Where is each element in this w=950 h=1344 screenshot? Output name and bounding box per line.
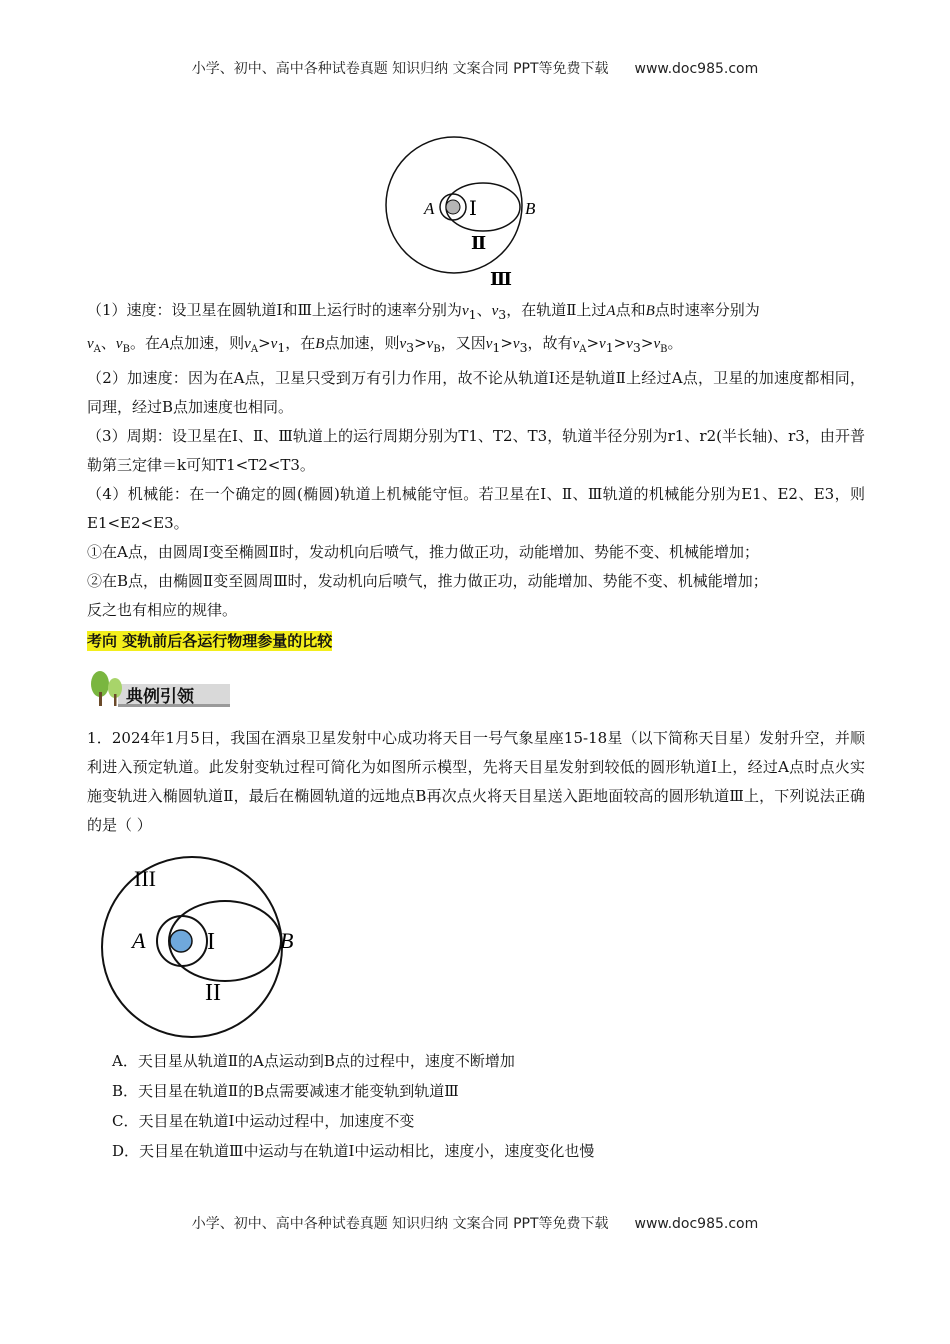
section-heading: 考向 变轨前后各运行物理参量的比较 <box>87 632 333 650</box>
explanation-5: ①在A点，由圆周Ⅰ变至椭圆Ⅱ时，发动机向后喷气，推力做正功，动能增加、势能不变、机械能增加； <box>87 543 759 561</box>
label-B: B <box>280 928 294 953</box>
question-1 <box>87 724 865 840</box>
question-number: 1． <box>87 729 112 747</box>
label-I: I <box>207 929 215 955</box>
label-III: Ⅲ <box>490 269 512 287</box>
orbit-III-circle <box>102 857 282 1037</box>
explanation-7: 反之也有相应的规律。 <box>87 601 238 619</box>
label-II: II <box>205 980 221 1006</box>
label-II: Ⅱ <box>471 233 487 254</box>
label-I: Ⅰ <box>469 196 477 220</box>
section-heading-row <box>87 627 865 656</box>
example-label-bar <box>86 670 236 710</box>
example-label: 典例引领 <box>126 687 194 707</box>
explanation-4: （4）机械能：在一个确定的圆(椭圆)轨道上机械能守恒。若卫星在Ⅰ、Ⅱ、Ⅲ轨道的机械能分别为E1、E2、E3，则E1<E2<E3。 <box>87 485 865 532</box>
earth-icon <box>446 200 460 214</box>
header-text: 小学、初中、高中各种试卷真题 知识归纳 文案合同 PPT等免费下载 <box>191 61 609 77</box>
option-b[interactable]: B．天目星在轨道Ⅱ的B点需要减速才能变轨到轨道Ⅲ <box>112 1082 459 1100</box>
explanation-3: （3）周期：设卫星在Ⅰ、Ⅱ、Ⅲ轨道上的运行周期分别为T1、T2、T3，轨道半径分别为r1、r2(半长轴)、r3，由开普勒第三定律＝k可知T1<T2<T3。 <box>87 427 865 474</box>
header-url[interactable]: www.doc985.com <box>634 61 759 77</box>
footer-url[interactable]: www.doc985.com <box>634 1216 759 1232</box>
orbit-diagram-top <box>380 135 540 287</box>
explanation-1: （1）速度：设卫星在圆轨道Ⅰ和Ⅲ上运行时的速率分别为$v_1$、$v_3$，在轨道Ⅱ上过A点和B点时速率分别为 $v_A$、$v_B$。在A点加速，则$v_A>v_1$，在B点加速，则$v_3>v_B$，又因$v_1>v_3$，故有$v_A>v_1>v_3>v_B$。 <box>87 301 760 355</box>
explanation-2: （2）加速度：因为在A点，卫星只受到万有引力作用，故不论从轨道Ⅰ还是轨道Ⅱ上经过A点，卫星的加速度都相同，同理，经过B点加速度也相同。 <box>87 369 865 416</box>
page-header <box>0 58 950 78</box>
option-c[interactable]: C．天目星在轨道Ⅰ中运动过程中，加速度不变 <box>112 1112 415 1130</box>
earth-icon <box>170 930 192 952</box>
label-B: B <box>525 199 536 218</box>
label-A: A <box>132 928 146 953</box>
page-footer <box>0 1213 950 1233</box>
footer-text: 小学、初中、高中各种试卷真题 知识归纳 文案合同 PPT等免费下载 <box>191 1216 609 1232</box>
label-III: III <box>134 866 156 891</box>
explanations <box>87 296 865 656</box>
orbit-diagram-question <box>84 855 304 1045</box>
question-text: 2024年1月5日，我国在酒泉卫星发射中心成功将天目一号气象星座15-18星（以下简称天目星）发射升空，并顺利进入预定轨道。此发射变轨过程可简化为如图所示模型，先将天目星发射到较低的圆形轨道Ⅰ上，经过A点时点火实施变轨进入椭圆轨道Ⅱ，最后在椭圆轨道的远地点B再次点火将天目星送入距地面较高的圆形轨道Ⅲ上，下列说法正确的是（ ） <box>87 729 865 834</box>
answer-options <box>112 1046 594 1166</box>
option-d[interactable]: D．天目星在轨道Ⅲ中运动与在轨道Ⅰ中运动相比，速度小，速度变化也慢 <box>112 1142 595 1160</box>
explanation-6: ②在B点，由椭圆Ⅱ变至圆周Ⅲ时，发动机向后喷气，推力做正功，动能增加、势能不变、机械能增加； <box>87 572 768 590</box>
option-a[interactable]: A．天目星从轨道Ⅱ的A点运动到B点的过程中，速度不断增加 <box>112 1052 515 1070</box>
label-A: A <box>424 199 435 218</box>
